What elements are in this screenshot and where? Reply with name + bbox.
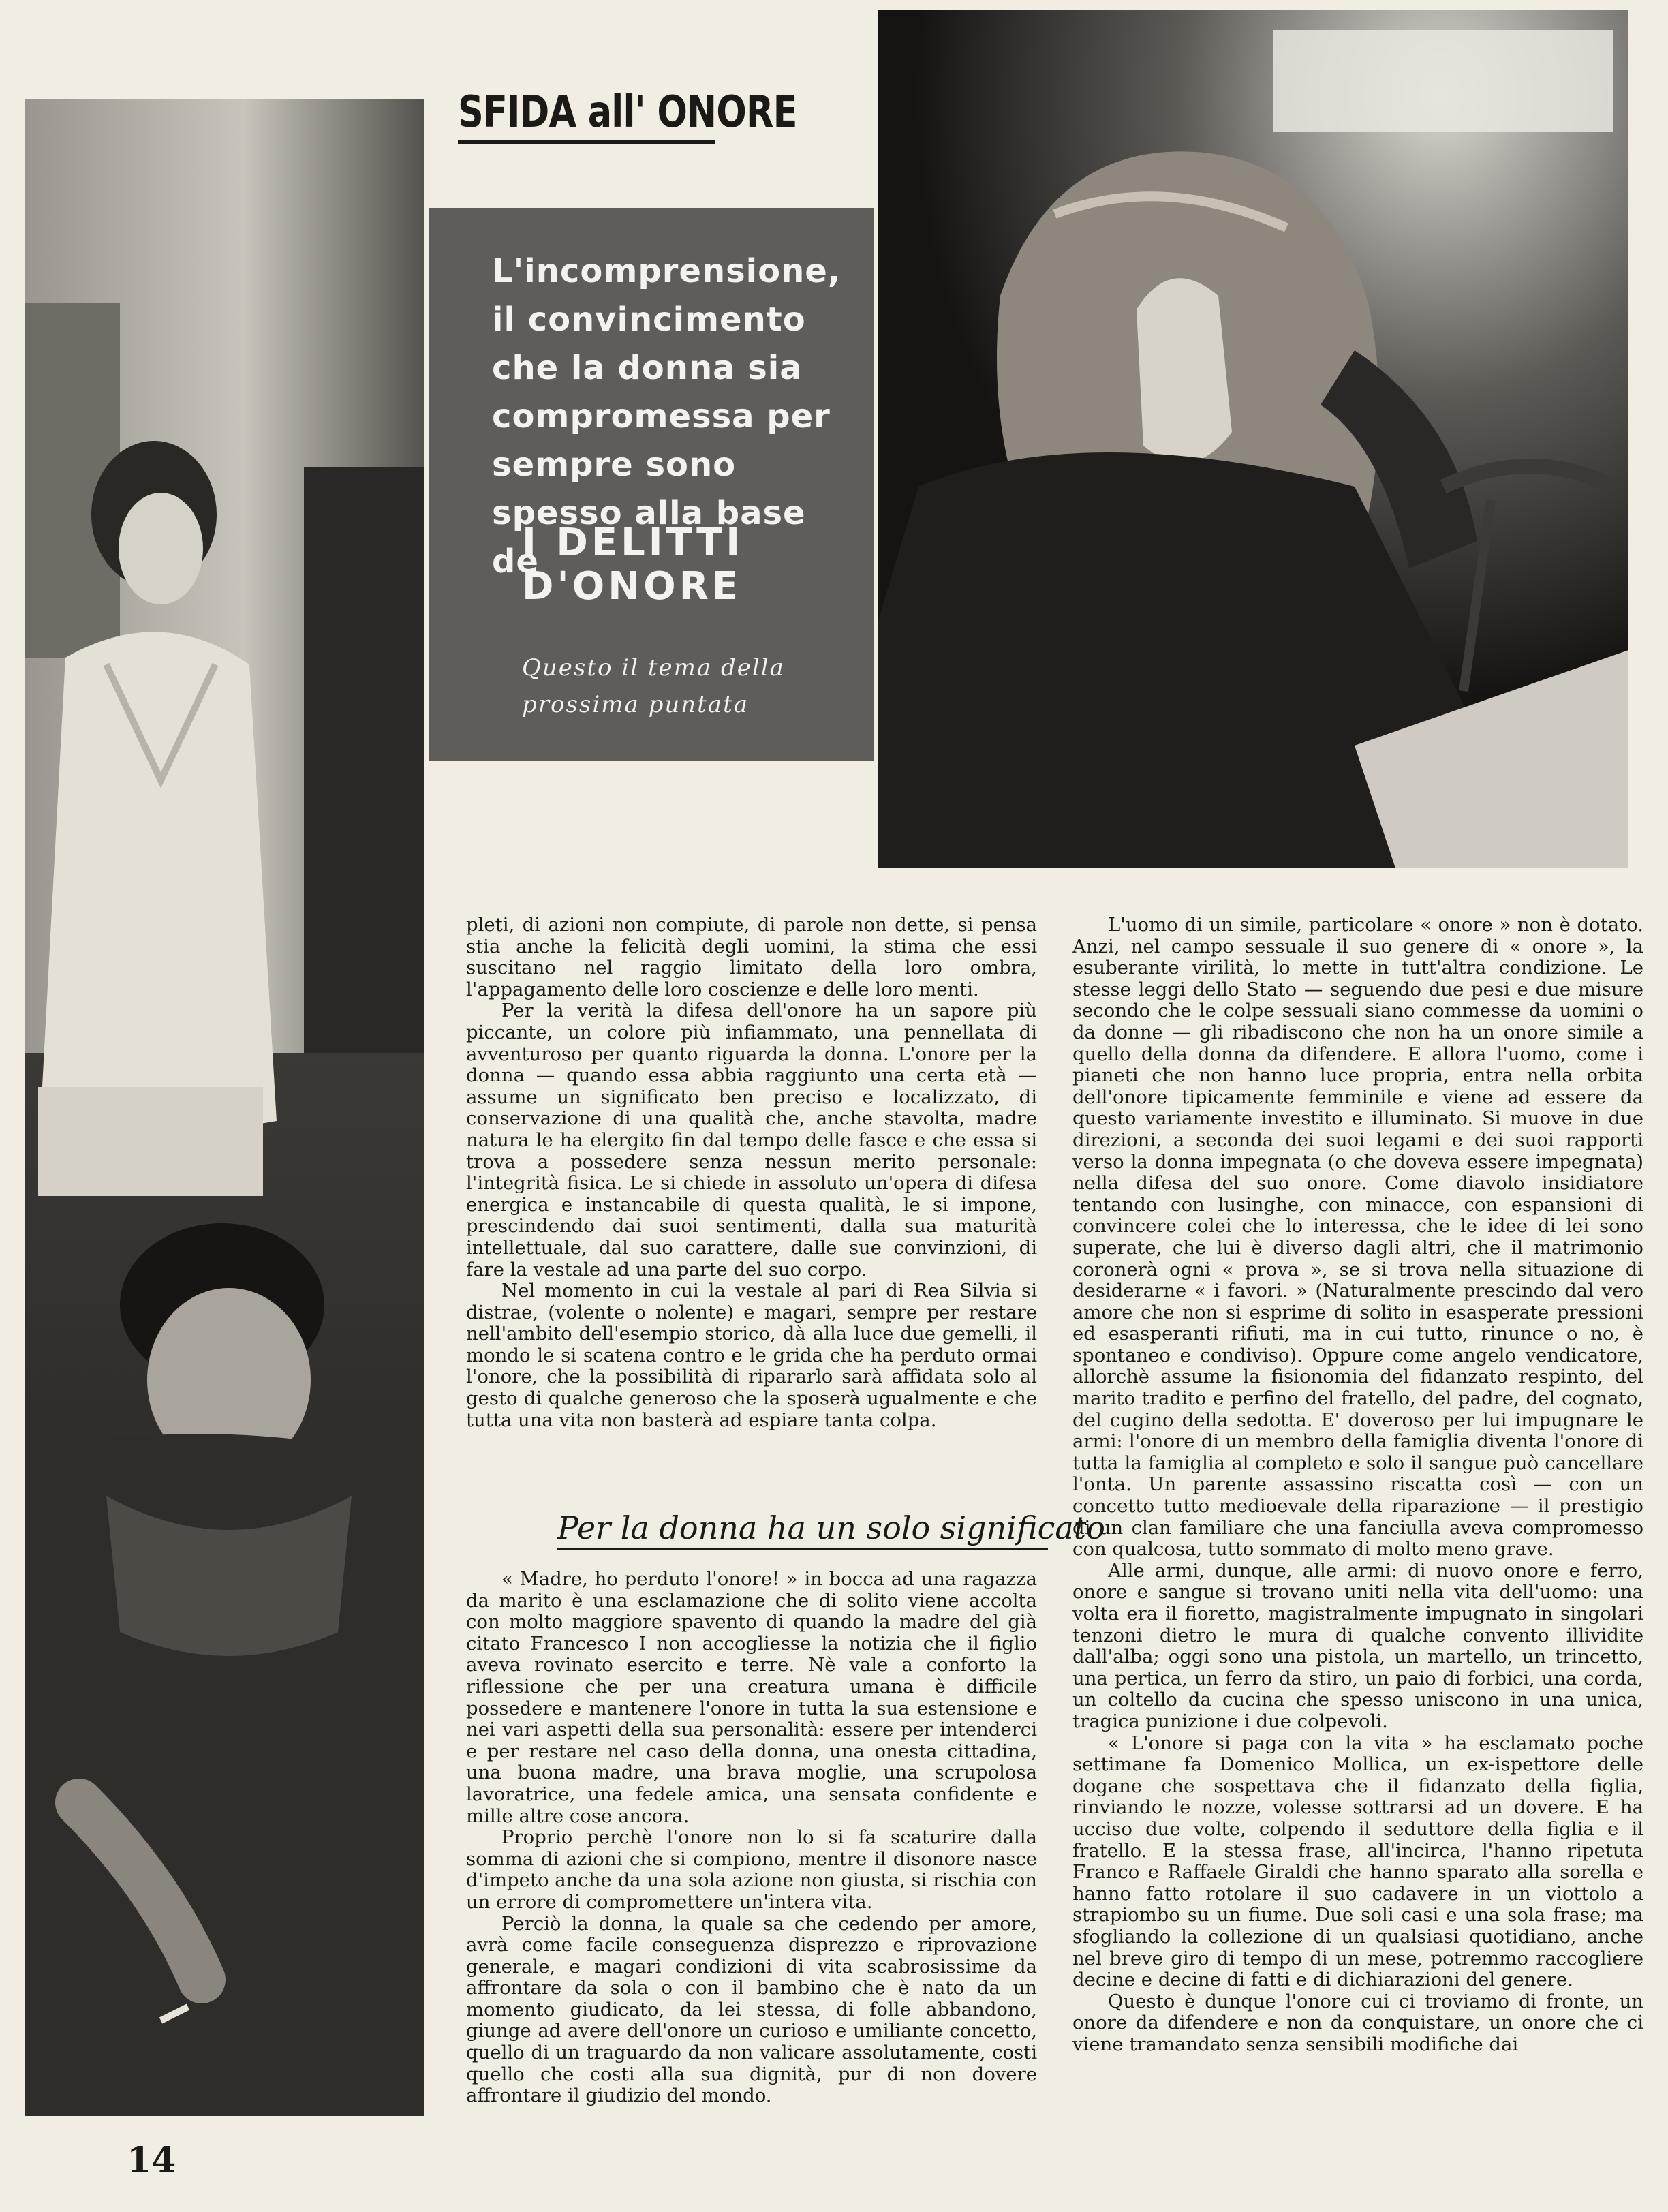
paragraph: Alle armi, dunque, alle armi: di nuovo onore e ferro, onore e sangue si trovano uniti nella vita dell'uomo: una volta era il fioretto, magistralmente impugnato in singolari tenzoni dietro le mura di qualche convento illividite dall'alba; oggi sono una pistola, un martello, un trincetto, una pertica, un ferro da stiro, un paio di forbici, una corda, un coltello da cucina che spesso uniscono in una unica, tragica punizione i due colpevoli. [1072,1559,1643,1732]
paragraph: Questo è dunque l'onore cui ci troviamo di fronte, un onore da difendere e non da conquistare, un onore che ci viene tramandato senza sensibili modifiche dai [1072,1990,1643,2055]
teaser-title: I DELITTI D'ONORE [522,521,744,609]
paragraph: Per la verità la difesa dell'onore ha un sapore più piccante, un colore più infiammato, una pennellata di avventuroso per quanto riguarda la donna. L'onore per la donna — quando essa abbia raggiunto una certa età — assume un significato ben preciso e localizzato, di conservazione di una qualità che, anche stavolta, madre natura le ha elergito fin dal tempo delle fasce e che essa si trova a possedere senza nessun merito personale: l'integrità fisica. Le si chiede in assoluto un'opera di difesa energica e instancabile di questa qualità, le si impone, prescindendo dai suoi sentimenti, dalla sua maturità intellettuale, dal suo carattere, dalle sue convinzioni, di fare la vestale ad una parte del suo corpo. [466,1000,1037,1280]
paragraph: « L'onore si paga con la vita » ha esclamato poche settimane fa Domenico Mollica, un ex-ispettore delle dogane che sospettava che il fidanzato della figlia, rinviando le nozze, volesse sottrarsi ad un dovere. E ha ucciso due volte, colpendo il seduttore della figlia e il fratello. E la stessa frase, all'incirca, l'hanno ripetuta Franco e Raffaele Giraldi che hanno sparato alla sorella e hanno fatto rotolare il suo cadavere in un viottolo a strapiombo su un fiume. Due soli casi e una sola frase; ma sfogliando la collezione di un qualsiasi quotidiano, anche nel breve giro di tempo di un mese, potremmo raccogliere decine e decine di fatti e di dichiarazioni del genere. [1072,1732,1643,1991]
article-column-right [1072,915,1643,2055]
paragraph: L'uomo di un simile, particolare « onore » non è dotato. Anzi, nel campo sessuale il suo genere di « onore », la esuberante virilità, lo mette in tutt'altra condizione. Le stesse leggi dello Stato — seguendo due pesi e due misure secondo che le colpe sessuali siano commesse da uomini o da donne — gli ribadiscono che non ha un onore simile a quello della donna da difendere. E allora l'uomo, come i pianeti che non hanno luce propria, entra nella orbita dell'onore tipicamente femminile e viene ad essere da questo variamente investito e illuminato. Si muove in due direzioni, a seconda dei suoi legami e dei suoi rapporti verso la donna impegnata (o che doveva essere impegnata) nella difesa del suo onore. Come diavolo insidiatore tentando con lusinghe, con minacce, con espansioni di convincere colei che lo interessa, che le idee di lei sono superate, che lui è diverso dagli altri, che il matrimonio coronerà ogni « prova », se si trova nella situazione di desiderarne « i favori. » (Naturalmente prescindo dal vero amore che non si esprime di solito in esasperate pressioni ed esasperanti rifiuti, ma in cui tutto, rinunce o no, è spontaneo e condiviso). Oppure come angelo vendicatore, allorchè assume la fisionomia del fidanzato respinto, del marito tradito e perfino del fratello, del padre, del cognato, del cugino della sedotta. E' doveroso per lui impugnare le armi: l'onore di un membro della famiglia diventa l'onore di tutta la famiglia al completo e solo il sangue può cancellare l'onta. Un parente assassino riscatta così — con un concetto tutto medioevale della riparazione — il prestigio di un clan familiare che una fanciulla aveva compromesso con qualcosa, tutto sommato di molto meno grave. [1072,914,1643,1561]
paragraph: Perciò la donna, la quale sa che cedendo per amore, avrà come facile conseguenza disprezzo e riprovazione generale, e magari condizioni di vita scabrosissime da affrontare da sola o con il bambino che è nato da un momento giudicato, da lei stessa, di folle abbandono, giunge ad avere dell'onore un curioso e umiliante concetto, quello di un traguardo da non valicare assolutamente, costi quello che costi alla sua dignità, pur di non dovere affrontare il giudizio del mondo. [466,1912,1037,2107]
photo-woman-and-young-man [25,99,424,2116]
paragraph: « Madre, ho perduto l'onore! » in bocca ad una ragazza da marito è una esclamazione che di solito viene accolta con molto maggiore spavento di quando la madre del già citato Francesco I non accogliesse la notizia che il figlio aveva rovinato esercito e terre. Nè vale a conforto la riflessione che per una creatura umana è difficile possedere e mantenere l'onore in tutta la sua estensione e nei vari aspetti della sua personalità: essere per intenderci e per restare nel caso della donna, una onesta cittadina, una buona madre, una brava moglie, una scrupolosa lavoratrice, una fedele amica, una sensata confidente e mille altre cose ancora. [466,1568,1037,1827]
page-number: 14 [127,2140,176,2181]
paragraph: pleti, di azioni non compiute, di parole non dette, si pensa stia anche la felicità degli uomini, la stima che essi suscitano nel raggio limitato della loro ombra, l'appagamento delle loro coscienze e delle loro menti. [466,914,1037,1000]
article-headline: SFIDA all' ONORE [458,87,715,144]
photo-right-image [878,10,1628,868]
paragraph: Nel momento in cui la vestale al pari di Rea Silvia si distrae, (volente o nolente) e magari, sempre per restare nell'ambito dell'esempio storico, dà alla luce due gemelli, il mondo le si scatena contro e le grida che ha perduto ormai l'onore, che la possibilità di ripararlo sarà affidata solo al gesto di qualche generoso che la sposerà ugualmente e che tutta una vita non basterà ad espiare tanta colpa. [466,1280,1037,1431]
section-heading: Per la donna ha un solo significato [557,1509,1048,1550]
article-column-middle-top [466,915,1037,1431]
teaser-subtitle: Questo il tema della prossima puntata [522,654,785,718]
teaser-text: L'incomprensione, il convincimento che la donna sia compromessa per sempre sono spesso alla base de [492,252,841,581]
teaser-box [429,208,874,761]
article-column-middle-bottom [466,1569,1037,2107]
paragraph: Proprio perchè l'onore non lo si fa scaturire dalla somma di azioni che si compiono, mentre il disonore nasce d'impeto anche da una sola azione non giusta, si rischia con un errore di compromettere un'intera vita. [466,1826,1037,1913]
photo-left-image [25,99,424,2116]
photo-distressed-girl [878,10,1628,868]
